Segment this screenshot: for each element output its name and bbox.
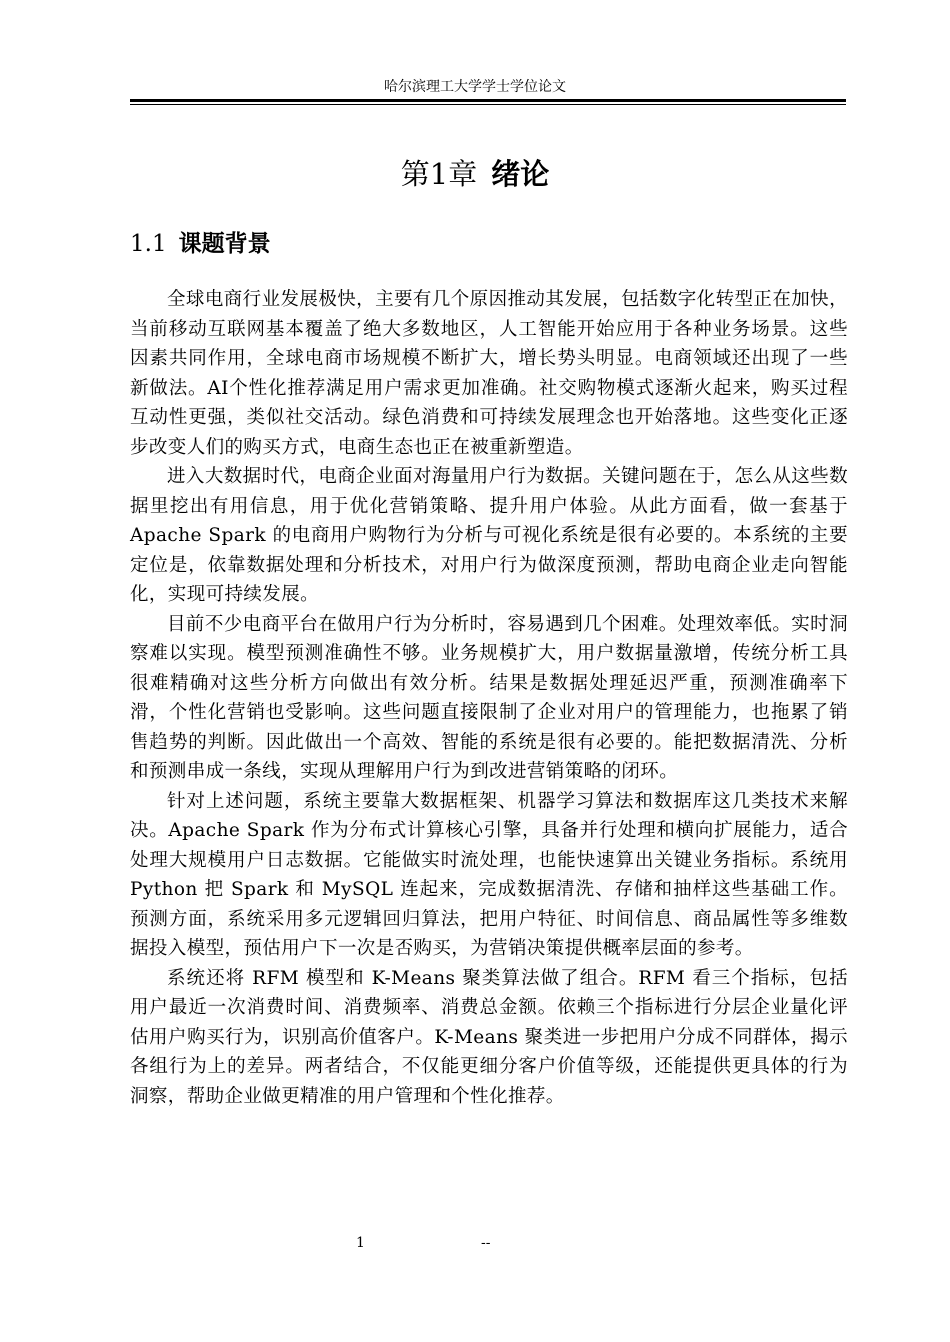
body-text — [130, 285, 848, 1111]
header-rule-thick — [130, 99, 846, 102]
paragraph: 针对上述问题，系统主要靠大数据框架、机器学习算法和数据库这几类技术来解决。Apache Spark 作为分布式计算核心引擎，具备并行处理和横向扩展能力，适合处理大规模用户日志数据。它能做实时流处理，也能快速算出关键业务指标。系统用 Python 把 Spark 和 MySQL 连起来，完成数据清洗、存储和抽样这些基础工作。预测方面，系统采用多元逻辑回归算法，把用户特征、时间信息、商品属性等多维数据投入模型，预估用户下一次是否购买，为营销决策提供概率层面的参考。 — [130, 790, 848, 959]
chapter-heading — [0, 152, 950, 196]
section-heading — [130, 224, 271, 264]
header-rule-thin — [130, 104, 846, 105]
paragraph: 系统还将 RFM 模型和 K-Means 聚类算法做了组合。RFM 看三个指标，包括用户最近一次消费时间、消费频率、消费总金额。依赖三个指标进行分层企业量化评估用户购买行为，识别高价值客户。K-Means 聚类进一步把用户分成不同群体，揭示各组行为上的差异。两者结合，不仅能更细分客户价值等级，还能提供更具体的行为洞察，帮助企业做更精准的用户管理和个性化推荐。 — [130, 967, 848, 1107]
footer-mark: -- — [481, 1235, 491, 1251]
section-title: 课题背景 — [178, 231, 271, 257]
chapter-number: 第1章 — [400, 157, 478, 191]
paragraph: 进入大数据时代，电商企业面对海量用户行为数据。关键问题在于，怎么从这些数据里挖出有用信息，用于优化营销策略、提升用户体验。从此方面看，做一套基于 Apache Spark 的电商用户购物行为分析与可视化系统是很有必要的。本系统的主要定位是，依靠数据处理和分析技术，对用户行为做深度预测，帮助电商企业走向智能化，实现可持续发展。 — [130, 466, 848, 605]
page-number: 1 — [356, 1235, 365, 1251]
paragraph: 全球电商行业发展极快，主要有几个原因推动其发展，包括数字化转型正在加快，当前移动互联网基本覆盖了绝大多数地区，人工智能开始应用于各种业务场景。这些因素共同作用，全球电商市场规模不断扩大，增长势头明显。电商领域还出现了一些新做法。AI个性化推荐满足用户需求更加准确。社交购物模式逐渐火起来，购买过程互动性更强，类似社交活动。绿色消费和可持续发展理念也开始落地。这些变化正逐步改变人们的购买方式，电商生态也正在被重新塑造。 — [130, 289, 848, 458]
section-number: 1.1 — [130, 231, 167, 257]
running-header: 哈尔滨理工大学学士学位论文 — [384, 79, 566, 95]
paragraph: 目前不少电商平台在做用户行为分析时，容易遇到几个困难。处理效率低。实时洞察难以实现。模型预测准确性不够。业务规模扩大，用户数据量激增，传统分析工具很难精确对这些分析方向做出有效分析。结果是数据处理延迟严重，预测准确率下滑，个性化营销也受影响。这些问题直接限制了企业对用户的管理能力，也拖累了销售趋势的判断。因此做出一个高效、智能的系统是很有必要的。能把数据清洗、分析和预测串成一条线，实现从理解用户行为到改进营销策略的闭环。 — [130, 613, 848, 782]
chapter-title: 绪论 — [491, 157, 550, 191]
